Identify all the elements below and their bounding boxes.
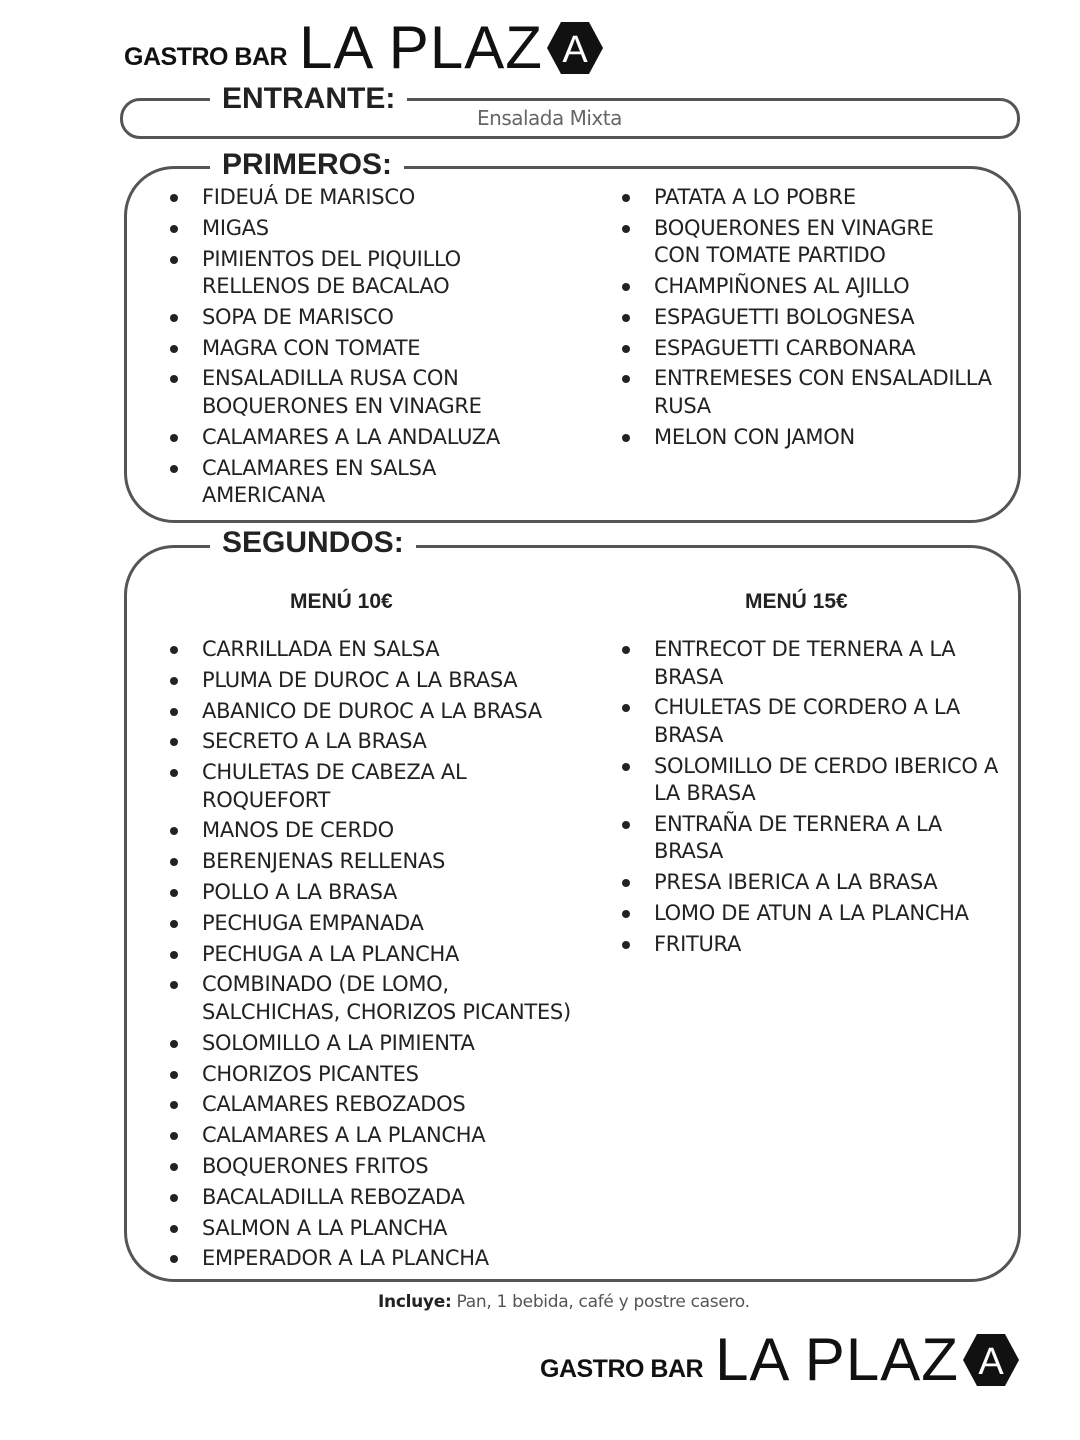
logo-subtitle: GASTRO BAR bbox=[540, 1355, 704, 1383]
primeros-heading: PRIMEROS: bbox=[210, 148, 404, 182]
logo-hexagon-a-icon bbox=[545, 18, 605, 78]
segundos-heading: SEGUNDOS: bbox=[210, 526, 416, 560]
list-item: SECRETO A LA BRASA bbox=[168, 728, 588, 756]
list-item: CHULETAS DE CABEZA AL ROQUEFORT bbox=[168, 759, 522, 814]
list-item: CHAMPIÑONES AL AJILLO bbox=[620, 273, 1000, 301]
list-item: PIMIENTOS DEL PIQUILLO RELLENOS DE BACALAO bbox=[168, 246, 502, 301]
list-item: LOMO DE ATUN A LA PLANCHA bbox=[620, 900, 1000, 928]
logo-subtitle: GASTRO BAR bbox=[124, 43, 288, 71]
menu-10-list bbox=[168, 636, 588, 1276]
logo-title: LA PLAZ bbox=[715, 1326, 959, 1393]
list-item: CALAMARES A LA ANDALUZA bbox=[168, 424, 568, 452]
list-item: CHULETAS DE CORDERO A LA BRASA bbox=[620, 694, 974, 749]
list-item: MIGAS bbox=[168, 215, 568, 243]
logo-top bbox=[124, 14, 605, 81]
footer-includes-note bbox=[378, 1292, 750, 1312]
footer-includes-label: Incluye: bbox=[378, 1292, 452, 1312]
list-item: CALAMARES EN SALSA AMERICANA bbox=[168, 455, 502, 510]
logo-bottom bbox=[540, 1326, 1021, 1393]
logo-title: LA PLAZ bbox=[299, 14, 543, 81]
list-item: PLUMA DE DUROC A LA BRASA bbox=[168, 667, 588, 695]
list-item: PRESA IBERICA A LA BRASA bbox=[620, 869, 1000, 897]
list-item: CHORIZOS PICANTES bbox=[168, 1061, 588, 1089]
list-item: EMPERADOR A LA PLANCHA bbox=[168, 1245, 588, 1273]
list-item: PATATA A LO POBRE bbox=[620, 184, 1000, 212]
list-item: ENTRECOT DE TERNERA A LA BRASA bbox=[620, 636, 974, 691]
list-item: BACALADILLA REBOZADA bbox=[168, 1184, 588, 1212]
logo-hexagon-a-icon bbox=[961, 1330, 1021, 1390]
list-item: MANOS DE CERDO bbox=[168, 817, 588, 845]
list-item: CALAMARES REBOZADOS bbox=[168, 1091, 588, 1119]
list-item: POLLO A LA BRASA bbox=[168, 879, 588, 907]
list-item: ENSALADILLA RUSA CON BOQUERONES EN VINAGRE bbox=[168, 365, 502, 420]
list-item: SALMON A LA PLANCHA bbox=[168, 1215, 588, 1243]
menu-10-heading: MENÚ 10€ bbox=[290, 590, 393, 613]
list-item: MELON CON JAMON bbox=[620, 424, 1000, 452]
list-item: FIDEUÁ DE MARISCO bbox=[168, 184, 568, 212]
entrante-heading: ENTRANTE: bbox=[210, 82, 407, 116]
list-item: BOQUERONES EN VINAGRE CON TOMATE PARTIDO bbox=[620, 215, 984, 270]
primeros-left-list bbox=[168, 184, 568, 513]
list-item: BERENJENAS RELLENAS bbox=[168, 848, 588, 876]
svg-text:A: A bbox=[562, 29, 588, 71]
list-item: ABANICO DE DUROC A LA BRASA bbox=[168, 698, 588, 726]
list-item: COMBINADO (DE LOMO, SALCHICHAS, CHORIZOS PICANTES) bbox=[168, 971, 582, 1026]
list-item: ESPAGUETTI BOLOGNESA bbox=[620, 304, 1000, 332]
list-item: ESPAGUETTI CARBONARA bbox=[620, 335, 1000, 363]
list-item: PECHUGA A LA PLANCHA bbox=[168, 941, 588, 969]
list-item: ENTRAÑA DE TERNERA A LA BRASA bbox=[620, 811, 974, 866]
menu-15-list bbox=[620, 636, 1000, 962]
list-item: SOPA DE MARISCO bbox=[168, 304, 568, 332]
list-item: CARRILLADA EN SALSA bbox=[168, 636, 588, 664]
entrante-dish: Ensalada Mixta bbox=[477, 106, 622, 130]
footer-includes-text: Pan, 1 bebida, café y postre casero. bbox=[451, 1292, 750, 1312]
list-item: BOQUERONES FRITOS bbox=[168, 1153, 588, 1181]
list-item: FRITURA bbox=[620, 931, 1000, 959]
menu-15-heading: MENÚ 15€ bbox=[745, 590, 848, 613]
list-item: SOLOMILLO DE CERDO IBERICO A LA BRASA bbox=[620, 753, 1004, 808]
list-item: ENTREMESES CON ENSALADILLA RUSA bbox=[620, 365, 1014, 420]
list-item: SOLOMILLO A LA PIMIENTA bbox=[168, 1030, 588, 1058]
list-item: CALAMARES A LA PLANCHA bbox=[168, 1122, 588, 1150]
svg-text:A: A bbox=[978, 1341, 1004, 1383]
primeros-right-list bbox=[620, 184, 1000, 455]
list-item: PECHUGA EMPANADA bbox=[168, 910, 588, 938]
list-item: MAGRA CON TOMATE bbox=[168, 335, 568, 363]
